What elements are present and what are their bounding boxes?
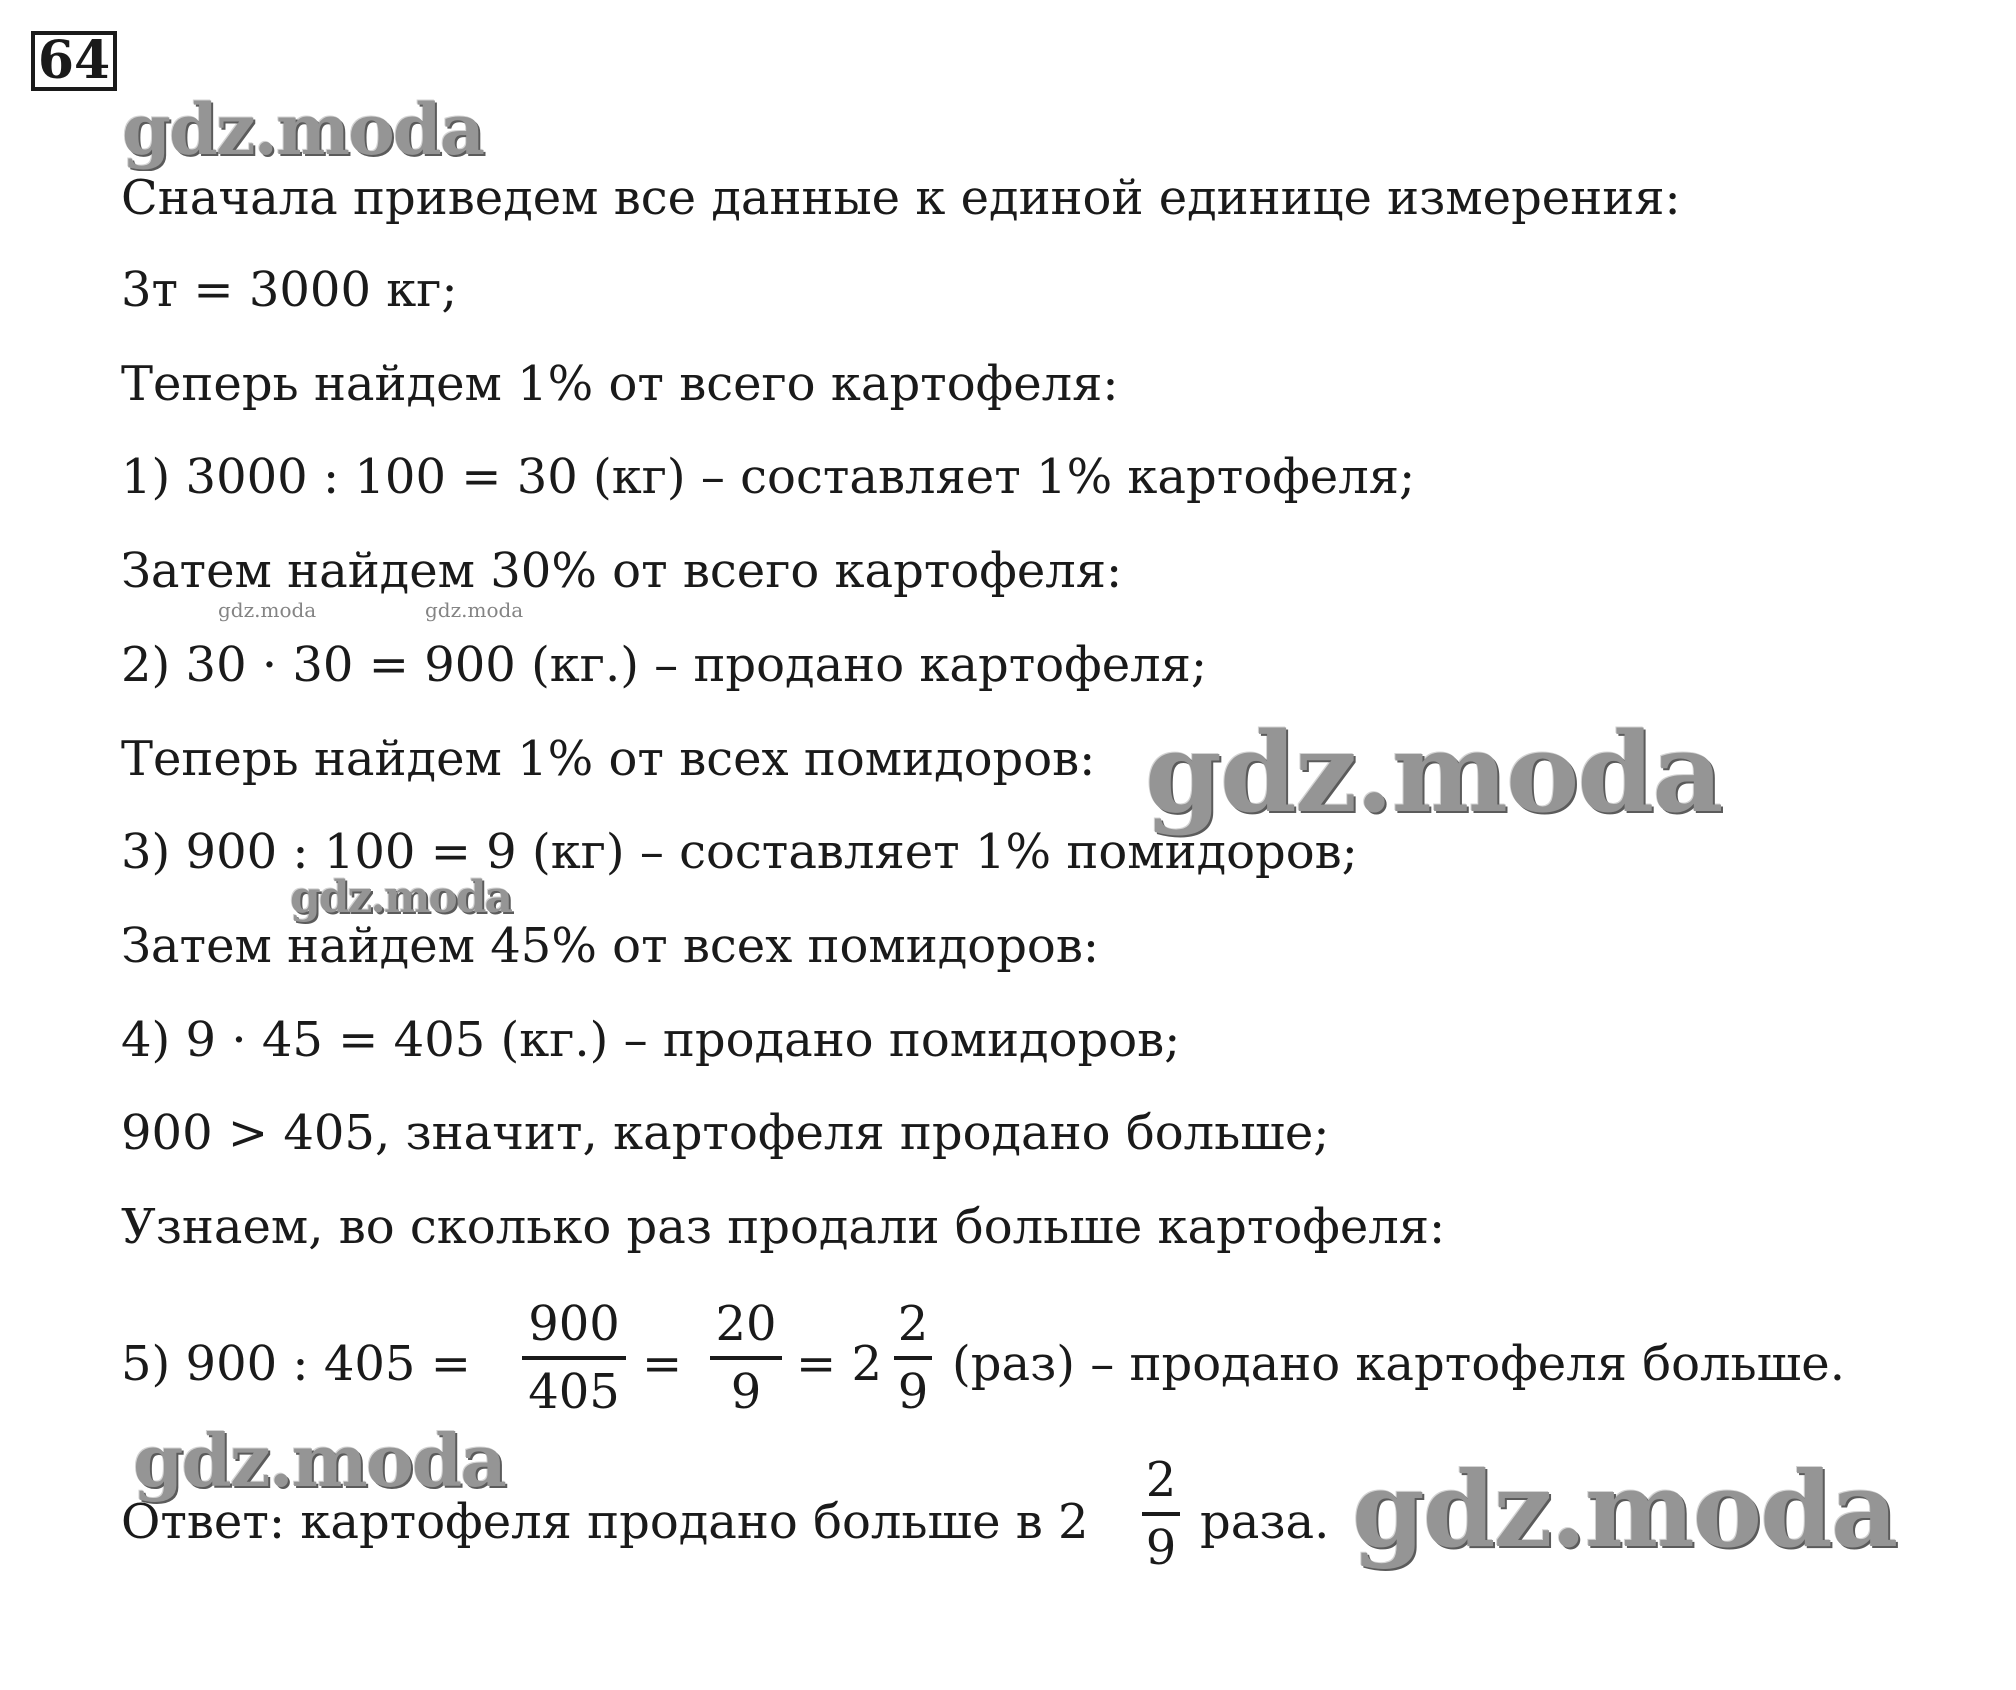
fraction-900-405 — [522, 1298, 626, 1418]
fraction-bar — [522, 1356, 626, 1360]
watermark-small-3: gdz.moda — [290, 872, 512, 923]
watermark-small-1: gdz.moda — [218, 598, 317, 622]
watermark-bottom-left: gdz.moda — [133, 1418, 505, 1503]
fraction-bar — [894, 1356, 932, 1360]
step5-prefix: 5) 900 : 405 = — [121, 1336, 471, 1392]
text-line-9: Затем найдем 45% от всех помидоров: — [121, 918, 1100, 974]
text-line-8: 3) 900 : 100 = 9 (кг) – составляет 1% помидоров; — [121, 824, 1358, 880]
text-line-1: Сначала приведем все данные к единой единице измерения: — [121, 170, 1681, 226]
text-line-11: 900 > 405, значит, картофеля продано больше; — [121, 1105, 1330, 1161]
watermark-bottom-right: gdz.moda — [1352, 1448, 1897, 1571]
watermark-top: gdz.moda — [122, 88, 484, 171]
text-line-6: 2) 30 · 30 = 900 (кг.) – продано картофеля; — [121, 637, 1208, 693]
text-line-3: Теперь найдем 1% от всего картофеля: — [121, 356, 1119, 412]
fraction-bar — [710, 1356, 782, 1360]
fraction-numerator: 900 — [528, 1296, 620, 1352]
fraction-denominator: 9 — [1145, 1520, 1177, 1576]
answer-prefix: Ответ: картофеля продано больше в 2 — [121, 1494, 1089, 1550]
fraction-denominator: 9 — [730, 1364, 762, 1420]
task-number: 64 — [31, 31, 117, 91]
text-line-4: 1) 3000 : 100 = 30 (кг) – составляет 1% картофеля; — [121, 449, 1416, 505]
step5-suffix: (раз) – продано картофеля больше. — [952, 1336, 1845, 1392]
text-line-5: Затем найдем 30% от всего картофеля: — [121, 543, 1123, 599]
fraction-denominator: 405 — [528, 1364, 620, 1420]
fraction-numerator: 20 — [715, 1296, 777, 1352]
fraction-numerator: 2 — [897, 1296, 929, 1352]
answer-suffix: раза. — [1200, 1494, 1330, 1550]
fraction-20-9 — [710, 1298, 782, 1418]
text-line-12: Узнаем, во сколько раз продали больше картофеля: — [121, 1199, 1446, 1255]
answer-fraction-2-9 — [1142, 1454, 1180, 1574]
step5-equals-1: = — [642, 1336, 683, 1392]
step5-equals-2: = 2 — [796, 1336, 883, 1392]
fraction-denominator: 9 — [897, 1364, 929, 1420]
text-line-2: 3т = 3000 кг; — [121, 262, 458, 318]
watermark-small-2: gdz.moda — [425, 598, 524, 622]
text-line-10: 4) 9 · 45 = 405 (кг.) – продано помидоров; — [121, 1012, 1181, 1068]
text-line-7: Теперь найдем 1% от всех помидоров: — [121, 731, 1096, 787]
fraction-2-9 — [894, 1298, 932, 1418]
fraction-bar — [1142, 1512, 1180, 1516]
watermark-middle: gdz.moda — [1145, 708, 1722, 837]
fraction-numerator: 2 — [1145, 1452, 1177, 1508]
